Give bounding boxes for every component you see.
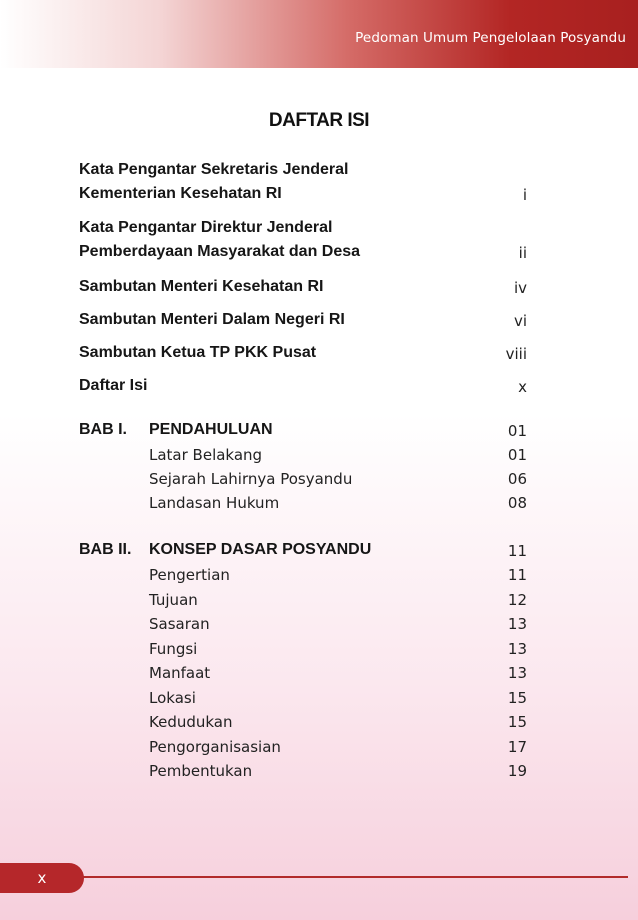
section-title: Manfaat (149, 664, 211, 682)
toc-entry-line: Kementerian Kesehatan RI (79, 185, 282, 202)
chapter-page: 11 (507, 542, 527, 560)
section-title: Latar Belakang (149, 446, 263, 464)
section-page: 08 (507, 494, 527, 512)
section-page: 13 (507, 640, 527, 658)
toc-entry-page: vi (513, 312, 527, 330)
toc-entry-line: Kata Pengantar Sekretaris Jenderal (79, 161, 349, 178)
chapter-title: KONSEP DASAR POSYANDU (149, 541, 372, 558)
chapter-label: BAB I. (79, 421, 127, 438)
section-page: 13 (507, 664, 527, 682)
section-page: 15 (507, 713, 527, 731)
section-title: Pengertian (149, 566, 230, 584)
page-header (0, 0, 638, 68)
toc-entry-line: Pemberdayaan Masyarakat dan Desa (79, 243, 361, 260)
toc-entry-page: i (522, 186, 527, 204)
section-page: 17 (507, 738, 527, 756)
toc-entry-page: iv (513, 279, 527, 297)
chapter-title: PENDAHULUAN (149, 421, 273, 438)
section-page: 01 (507, 446, 527, 464)
footer-rule (70, 876, 628, 878)
section-title: Lokasi (149, 689, 196, 707)
section-title: Kedudukan (149, 713, 233, 731)
footer-page-number: x (0, 863, 84, 893)
section-title: Fungsi (149, 640, 198, 658)
toc-entry-page: viii (505, 345, 527, 363)
header-title: Pedoman Umum Pengelolaan Posyandu (355, 30, 626, 46)
toc-entry-page: ii (518, 244, 527, 262)
toc-entry-line: Kata Pengantar Direktur Jenderal (79, 219, 333, 236)
section-page: 12 (507, 591, 527, 609)
toc-entry-line: Daftar Isi (79, 377, 148, 394)
toc-heading: DAFTAR ISI (268, 110, 370, 131)
toc-entry-page: x (518, 378, 527, 396)
section-title: Sasaran (149, 615, 210, 633)
toc-entry-line: Sambutan Ketua TP PKK Pusat (79, 344, 317, 361)
section-page: 06 (507, 470, 527, 488)
section-title: Sejarah Lahirnya Posyandu (149, 470, 353, 488)
section-page: 15 (507, 689, 527, 707)
section-page: 19 (507, 762, 527, 780)
section-title: Pembentukan (149, 762, 253, 780)
section-title: Tujuan (149, 591, 198, 609)
chapter-page: 01 (507, 422, 527, 440)
section-page: 13 (507, 615, 527, 633)
section-page: 11 (507, 566, 527, 584)
section-title: Pengorganisasian (149, 738, 281, 756)
toc-entry-line: Sambutan Menteri Kesehatan RI (79, 278, 324, 295)
chapter-label: BAB II. (79, 541, 132, 558)
section-title: Landasan Hukum (149, 494, 280, 512)
toc-entry-line: Sambutan Menteri Dalam Negeri RI (79, 311, 345, 328)
